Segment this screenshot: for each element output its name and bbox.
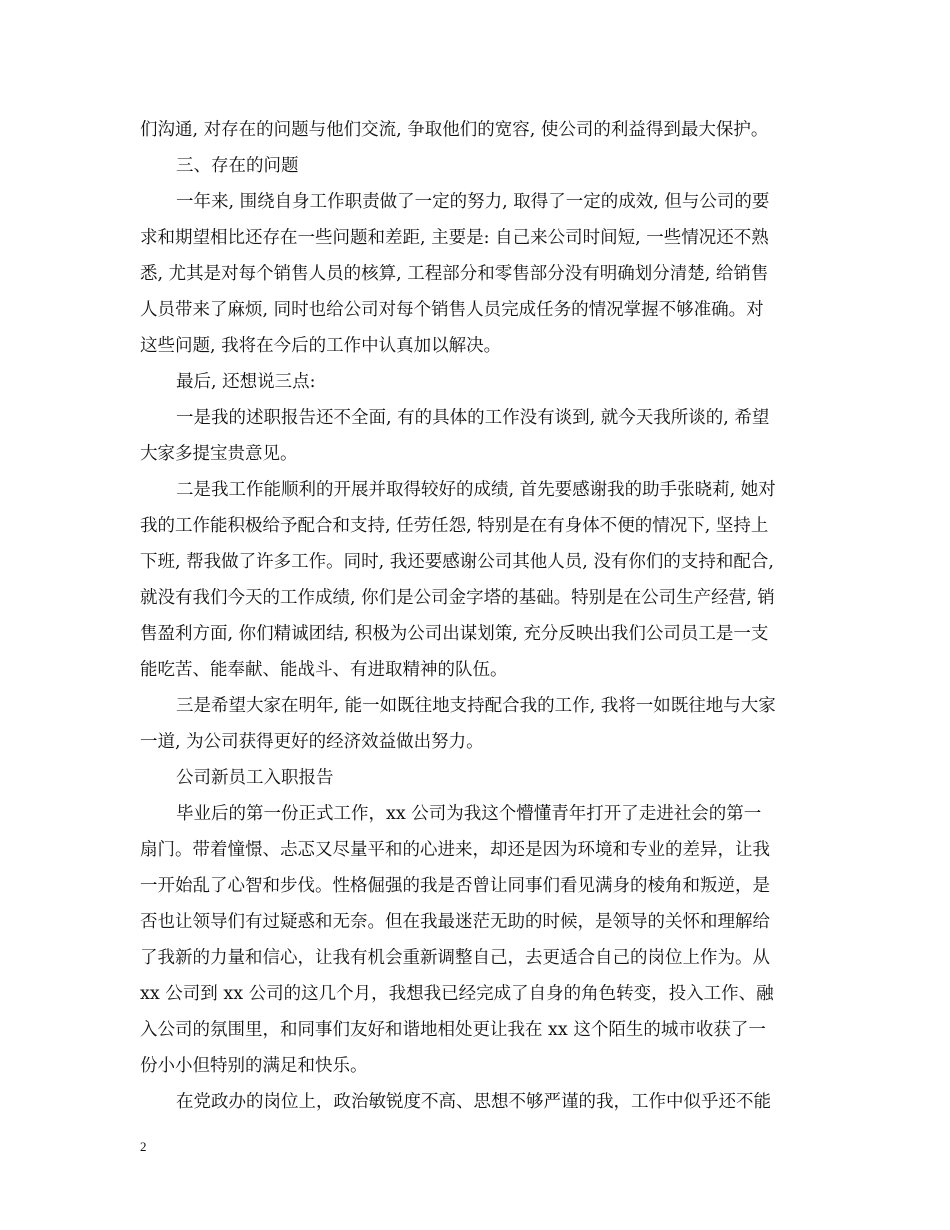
text-line: 了我新的力量和信心，让我有机会重新调整自己，去更适合自己的岗位上作为。从 xyxy=(140,948,770,968)
text-line: 入公司的氛围里，和同事们友好和谐地相处更让我在 xx 这个陌生的城市收获了一 xyxy=(140,1020,766,1040)
text-line: 能吃苦、能奉献、能战斗、有进取精神的队伍。 xyxy=(140,660,508,680)
text-line: 三是希望大家在明年, 能一如既往地支持配合我的工作, 我将一如既往地与大家 xyxy=(176,696,776,716)
text-line: 毕业后的第一份正式工作，xx 公司为我这个懵懂青年打开了走进社会的第一 xyxy=(176,804,762,824)
text-line: 人员带来了麻烦, 同时也给公司对每个销售人员完成任务的情况掌握不够准确。对 xyxy=(140,300,764,320)
text-line: 这些问题, 我将在今后的工作中认真加以解决。 xyxy=(140,336,502,356)
section-heading: 三、存在的问题 xyxy=(176,156,299,176)
text-line: 就没有我们今天的工作成绩, 你们是公司金字塔的基础。特别是在公司生产经营, 销 xyxy=(140,588,775,608)
text-line: xx 公司到 xx 公司的这几个月，我想我已经完成了自身的角色转变，投入工作、融 xyxy=(140,984,774,1004)
text-line: 大家多提宝贵意见。 xyxy=(140,444,298,464)
section-title: 公司新员工入职报告 xyxy=(176,768,334,788)
text-line: 一道, 为公司获得更好的经济效益做出努力。 xyxy=(140,732,484,752)
text-line: 否也让领导们有过疑惑和无奈。但在我最迷茫无助的时候，是领导的关怀和理解给 xyxy=(140,912,770,932)
page-number: 2 xyxy=(140,1139,147,1154)
text-line: 们沟通, 对存在的问题与他们交流, 争取他们的宽容, 使公司的利益得到最大保护。 xyxy=(140,120,769,140)
text-line: 一是我的述职报告还不全面, 有的具体的工作没有谈到, 就今天我所谈的, 希望 xyxy=(176,408,770,428)
text-line: 份小小但特别的满足和快乐。 xyxy=(140,1056,368,1076)
text-line: 悉, 尤其是对每个销售人员的核算, 工程部分和零售部分没有明确划分清楚, 给销售 xyxy=(140,264,769,284)
text-line: 下班, 帮我做了许多工作。同时, 我还要感谢公司其他人员, 没有你们的支持和配合, xyxy=(140,552,774,572)
text-line: 一年来, 围绕自身工作职责做了一定的努力, 取得了一定的成效, 但与公司的要 xyxy=(176,192,770,212)
text-line: 售盈利方面, 你们精诚团结, 积极为公司出谋划策, 充分反映出我们公司员工是一支 xyxy=(140,624,769,644)
text-line: 一开始乱了心智和步伐。性格倔强的我是否曾让同事们看见满身的棱角和叛逆，是 xyxy=(140,876,770,896)
text-line: 我的工作能积极给予配合和支持, 任劳任怨, 特别是在有身体不便的情况下, 坚持上 xyxy=(140,516,769,536)
text-line: 在党政办的岗位上，政治敏锐度不高、思想不够严谨的我，工作中似乎还不能 xyxy=(176,1092,771,1112)
body-text xyxy=(140,112,812,1120)
text-line: 求和期望相比还存在一些问题和差距, 主要是: 自己来公司时间短, 一些情况还不熟 xyxy=(140,228,769,248)
text-line: 扇门。带着憧憬、忐忑又尽量平和的心进来，却还是因为环境和专业的差异，让我 xyxy=(140,840,770,860)
text-line: 二是我工作能顺利的开展并取得较好的成绩, 首先要感谢我的助手张晓莉, 她对 xyxy=(176,480,776,500)
text-line: 最后, 还想说三点: xyxy=(176,372,316,392)
